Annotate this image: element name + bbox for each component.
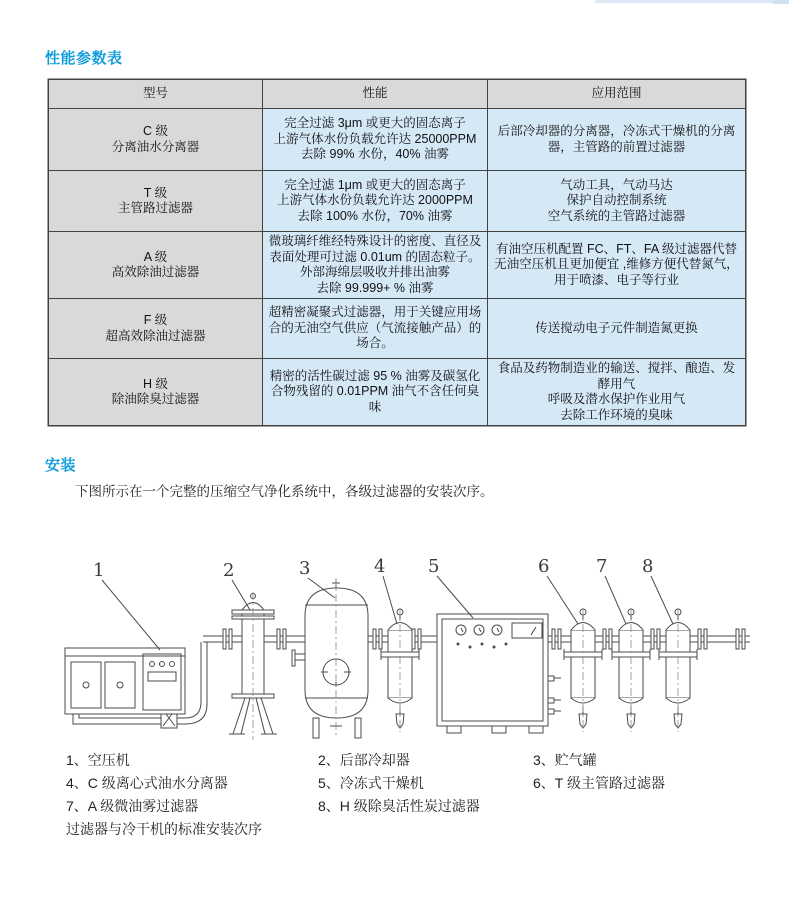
legend-item-after-cooler: 2、后部冷却器 [318, 752, 410, 768]
table-row [49, 109, 746, 171]
top-edge-artifact-2 [773, 0, 789, 4]
performance-table [48, 79, 746, 426]
diagram-label-6: 6 [538, 556, 550, 577]
performance-cell: 完全过滤 1μm 或更大的固态离子 上游气体水份负载允许达 2000PPM 去除 100% 水份，70% 油雾 [263, 171, 488, 232]
performance-cell: 完全过滤 3μm 或更大的固态离子 上游气体水份负载允许达 25000PPM 去除 99% 水份，40% 油雾 [263, 109, 488, 171]
diagram-label-2: 2 [223, 560, 235, 581]
table-row [49, 232, 746, 299]
installation-diagram [45, 550, 760, 748]
filter-h-grade [659, 608, 697, 732]
section-title-install: 安装 [45, 457, 77, 474]
legend-item-c-filter: 4、C 级离心式油水分离器 [66, 775, 228, 791]
column-header-performance: 性能 [263, 80, 488, 109]
table-row [49, 299, 746, 359]
diagram-label-1: 1 [93, 560, 105, 581]
refrigerated-dryer [437, 614, 561, 733]
application-cell: 后部冷却器的分离器，冷冻式干燥机的分离器，主管路的前置过滤器 [488, 109, 746, 171]
column-header-model: 型号 [49, 80, 263, 109]
column-header-application: 应用范围 [488, 80, 746, 109]
table-header-row [49, 80, 746, 109]
section-title-performance-table: 性能参数表 [45, 50, 123, 67]
filter-t-grade [564, 608, 602, 732]
table-row [49, 171, 746, 232]
diagram-label-7: 7 [596, 556, 608, 577]
top-edge-artifact [595, 0, 789, 3]
legend-item-tank: 3、贮气罐 [533, 752, 597, 768]
application-cell: 食品及药物制造业的输送、搅拌、酿造、发酵用气 呼吸及潜水保护作业用气 去除工作环境的臭味 [488, 359, 746, 426]
install-description: 下图所示在一个完整的压缩空气净化系统中，各级过滤器的安装次序。 [75, 484, 494, 499]
application-cell: 气动工具，气动马达 保护自动控制系统 空气系统的主管路过滤器 [488, 171, 746, 232]
performance-cell: 微玻璃纤维经特殊设计的密度、直径及表面处理可过滤 0.01um 的固态粒子。 外部海绵层吸收并排出油雾 去除 99.999+ % 油雾 [263, 232, 488, 299]
performance-cell: 精密的活性碳过滤 95 % 油雾及碳氢化合物残留的 0.01PPM 油气不含任何臭味 [263, 359, 488, 426]
legend-footer: 过滤器与冷干机的标准安装次序 [66, 821, 262, 837]
storage-tank [292, 578, 368, 738]
model-cell: C 级 分离油水分离器 [49, 109, 263, 171]
legend-item-dryer: 5、冷冻式干燥机 [318, 775, 424, 791]
diagram-label-4: 4 [374, 556, 386, 577]
legend-item-h-filter: 8、H 级除臭活性炭过滤器 [318, 798, 480, 814]
after-cooler [223, 592, 286, 740]
legend-item-a-filter: 7、A 级微油雾过滤器 [66, 798, 199, 814]
application-cell: 有油空压机配置 FC、FT、FA 级过滤器代替无油空压机且更加便宜 ,维修方便代替氮气，用于喷漆、电子等行业 [488, 232, 746, 299]
model-cell: H 级 除油除臭过滤器 [49, 359, 263, 426]
filter-a-grade [612, 608, 650, 732]
model-cell: A 级 高效除油过滤器 [49, 232, 263, 299]
diagram-label-5: 5 [428, 556, 440, 577]
model-cell: F 级 超高效除油过滤器 [49, 299, 263, 359]
diagram-label-8: 8 [642, 556, 654, 577]
application-cell: 传送搅动电子元件制造氮更换 [488, 299, 746, 359]
legend-item-t-filter: 6、T 级主管路过滤器 [533, 775, 665, 791]
air-compressor [65, 648, 185, 714]
performance-cell: 超精密凝聚式过滤器，用于关键应用场合的无油空气供应（气流接触产品）的场合。 [263, 299, 488, 359]
table-row [49, 359, 746, 426]
legend-item-compressor: 1、空压机 [66, 752, 130, 768]
filter-c-grade [381, 608, 419, 732]
diagram-label-3: 3 [299, 558, 311, 579]
model-cell: T 级 主管路过滤器 [49, 171, 263, 232]
